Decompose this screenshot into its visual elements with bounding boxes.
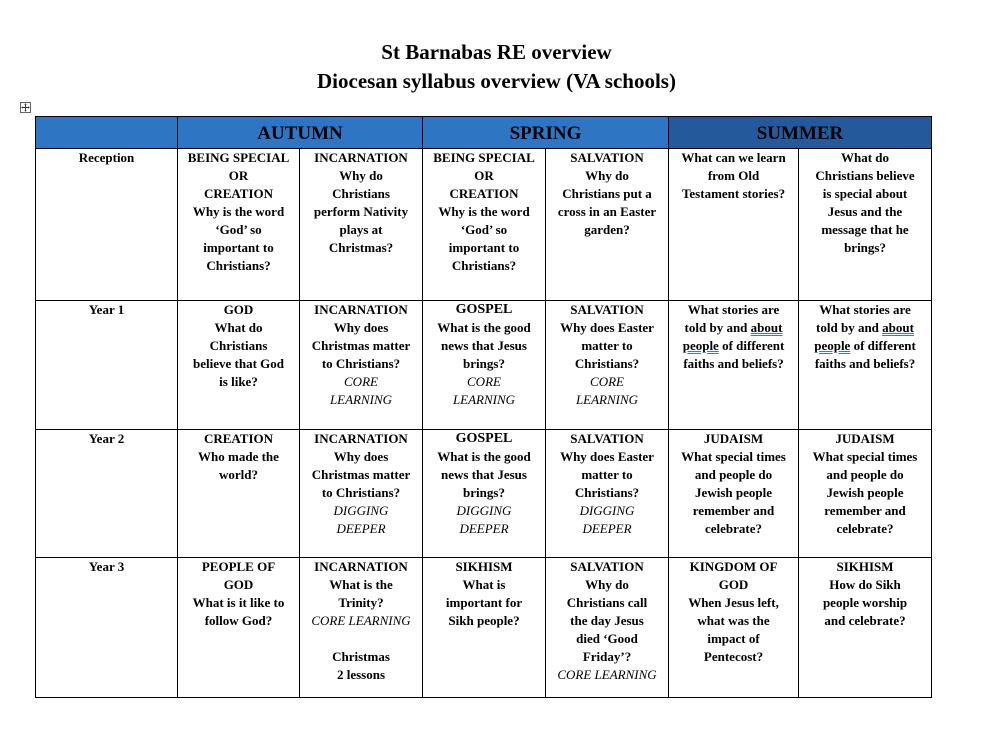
header-blank-cell bbox=[36, 117, 178, 149]
cell-year3-autumn1: PEOPLE OF GOD What is it like to follow God? bbox=[178, 558, 300, 698]
cell-reception-spring1: BEING SPECIAL OR CREATION Why is the word ‘God’ so important to Christians? bbox=[423, 149, 546, 301]
table-move-handle[interactable] bbox=[20, 102, 31, 113]
row-label-reception: Reception bbox=[36, 149, 178, 301]
row-year3 bbox=[36, 558, 932, 698]
cell-year1-spring1: GOSPEL What is the good news that Jesus brings? CORE LEARNING bbox=[423, 301, 546, 430]
header-spring: SPRING bbox=[423, 117, 669, 149]
cell-year2-spring2: SALVATION Why does Easter matter to Christians? DIGGING DEEPER bbox=[546, 430, 669, 558]
document-title: St Barnabas RE overview bbox=[381, 40, 612, 64]
cell-reception-autumn2: INCARNATION Why do Christians perform Nativity plays at Christmas? bbox=[300, 149, 423, 301]
cell-reception-spring2: SALVATION Why do Christians put a cross in an Easter garden? bbox=[546, 149, 669, 301]
cell-year3-spring2: SALVATION Why do Christians call the day Jesus died ‘Good Friday’? CORE LEARNING bbox=[546, 558, 669, 698]
cell-reception-summer2: What do Christians believe is special about Jesus and the message that he brings? bbox=[799, 149, 932, 301]
cell-year1-autumn2: INCARNATION Why does Christmas matter to Christians? CORE LEARNING bbox=[300, 301, 423, 430]
cell-year1-autumn1: GOD What do Christians believe that God is like? bbox=[178, 301, 300, 430]
cell-year1-summer1: What stories are told by and about people of different faiths and beliefs? bbox=[669, 301, 799, 430]
cell-year1-summer2: What stories are told by and about people of different faiths and beliefs? bbox=[799, 301, 932, 430]
cell-year2-summer1: JUDAISM What special times and people do Jewish people remember and celebrate? bbox=[669, 430, 799, 558]
cell-year3-spring1: SIKHISM What is important for Sikh people? bbox=[423, 558, 546, 698]
four-way-arrow-icon bbox=[21, 103, 30, 112]
cell-year2-autumn2: INCARNATION Why does Christmas matter to Christians? DIGGING DEEPER bbox=[300, 430, 423, 558]
row-label-year2: Year 2 bbox=[36, 430, 178, 558]
row-year1 bbox=[36, 301, 932, 430]
document-subtitle: Diocesan syllabus overview (VA schools) bbox=[317, 69, 676, 93]
cell-year2-spring1: GOSPEL What is the good news that Jesus brings? DIGGING DEEPER bbox=[423, 430, 546, 558]
header-autumn: AUTUMN bbox=[178, 117, 423, 149]
cell-year3-summer2: SIKHISM How do Sikh people worship and celebrate? bbox=[799, 558, 932, 698]
cell-year3-summer1: KINGDOM OF GOD When Jesus left, what was the impact of Pentecost? bbox=[669, 558, 799, 698]
row-reception bbox=[36, 149, 932, 301]
cell-reception-summer1: What can we learn from Old Testament stories? bbox=[669, 149, 799, 301]
cell-year3-autumn2: INCARNATION What is the Trinity? CORE LEARNING Christmas 2 lessons bbox=[300, 558, 423, 698]
row-label-year1: Year 1 bbox=[36, 301, 178, 430]
header-row bbox=[36, 117, 932, 149]
cell-year2-summer2: JUDAISM What special times and people do Jewish people remember and celebrate? bbox=[799, 430, 932, 558]
cell-year2-autumn1: CREATION Who made the world? bbox=[178, 430, 300, 558]
row-year2 bbox=[36, 430, 932, 558]
cell-reception-autumn1: BEING SPECIAL OR CREATION Why is the word ‘God’ so important to Christians? bbox=[178, 149, 300, 301]
cell-year1-spring2: SALVATION Why does Easter matter to Christians? CORE LEARNING bbox=[546, 301, 669, 430]
header-summer: SUMMER bbox=[669, 117, 932, 149]
row-label-year3: Year 3 bbox=[36, 558, 178, 698]
re-overview-table bbox=[35, 116, 932, 698]
